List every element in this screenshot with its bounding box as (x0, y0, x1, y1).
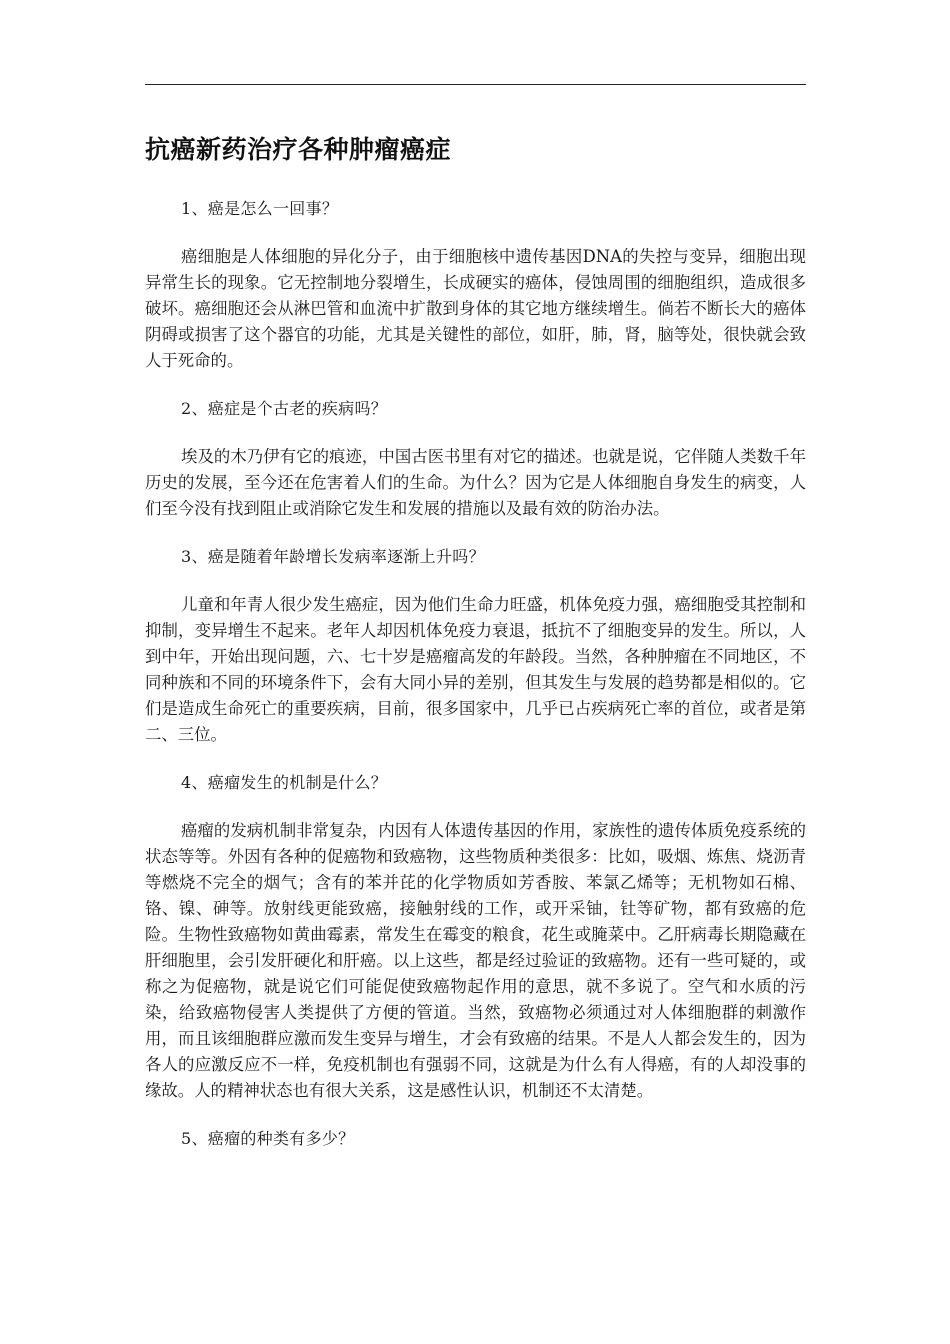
section-4-answer: 癌瘤的发病机制非常复杂，内因有人体遗传基因的作用，家族性的遗传体质免疫系统的状态等等。外因有各种的促癌物和致癌物，这些物质种类很多：比如，吸烟、炼焦、烧沥青等燃烧不完全的烟气；含有的苯并芘的化学物质如芳香胺、苯氯乙烯等；无机物如石棉、铬、镍、砷等。放射线更能致癌，接触射线的工作，或开采铀，钍等矿物，都有致癌的危险。生物性致癌物如黄曲霉素，常发生在霉变的粮食，花生或腌菜中。乙肝病毒长期隐藏在肝细胞里，会引发肝硬化和肝癌。以上这些，都是经过验证的致癌物。还有一些可疑的，或称之为促癌物，就是说它们可能促使致癌物起作用的意思，就不多说了。空气和水质的污染，给致癌物侵害人类提供了方便的管道。当然，致癌物必须通过对人体细胞群的刺激作用，而且该细胞群应激而发生变异与增生，才会有致癌的结果。不是人人都会发生的，因为各人的应激反应不一样，免疫机制也有强弱不同，这就是为什么有人得癌，有的人却没事的缘故。人的精神状态也有很大关系，这是感性认识，机制还不太清楚。 (145, 821, 806, 1100)
section-5-question: 5、癌瘤的种类有多少？ (181, 1129, 355, 1148)
section-1-question: 1、癌是怎么一回事？ (181, 199, 339, 218)
section-3-answer: 儿童和年青人很少发生癌症，因为他们生命力旺盛，机体免疫力强，癌细胞受其控制和抑制，变异增生不起来。老年人却因机体免疫力衰退，抵抗不了细胞变异的发生。所以，人到中年，开始出现问题，六、七十岁是癌瘤高发的年龄段。当然，各种肿瘤在不同地区，不同种族和不同的环境条件下，会有大同小异的差别，但其发生与发展的趋势都是相似的。它们是造成生命死亡的重要疾病，目前，很多国家中，几乎已占疾病死亡率的首位，或者是第二、三位。 (145, 595, 806, 744)
section-3-question: 3、癌是随着年龄增长发病率逐渐上升吗？ (181, 547, 485, 566)
section-4-question: 4、癌瘤发生的机制是什么？ (181, 773, 388, 792)
header-rule (145, 84, 806, 85)
page-title: 抗癌新药治疗各种肿瘤癌症 (145, 135, 452, 164)
section-2-question: 2、癌症是个古老的疾病吗？ (181, 399, 388, 418)
document-body (145, 196, 806, 1174)
section-1-answer: 癌细胞是人体细胞的异化分子，由于细胞核中遗传基因DNA的失控与变异，细胞出现异常生长的现象。它无控制地分裂增生，长成硬实的癌体，侵蚀周围的细胞组织，造成很多破坏。癌细胞还会从淋巴管和血流中扩散到身体的其它地方继续增生。倘若不断长大的癌体阴碍或损害了这个器官的功能，尤其是关键性的部位，如肝，肺，肾，脑等处，很快就会致人于死命的。 (145, 247, 806, 370)
section-2-answer: 埃及的木乃伊有它的痕迹，中国古医书里有对它的描述。也就是说，它伴随人类数千年历史的发展，至今还在危害着人们的生命。为什么？因为它是人体细胞自身发生的病变，人们至今没有找到阻止或消除它发生和发展的措施以及最有效的防治办法。 (145, 447, 806, 518)
